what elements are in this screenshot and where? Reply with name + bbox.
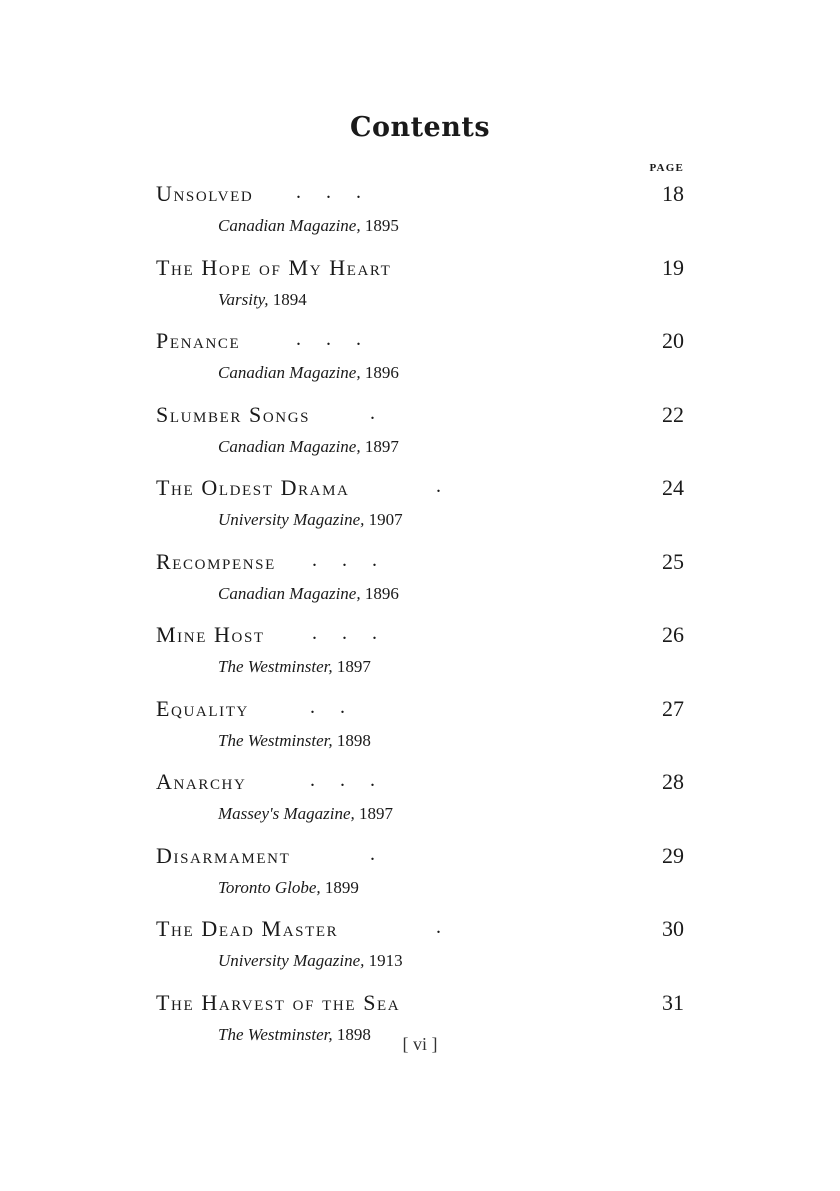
entry-title: The Dead Master [156,916,339,941]
leader-dots: . [370,842,375,865]
entry-title: Equality [156,695,249,721]
leader-dots: . . . [312,622,377,644]
source-publication: Massey's Magazine, [218,804,355,823]
entry-title: Slumber Songs [156,401,311,427]
contents-entry [0,838,840,912]
entry-source [218,216,399,236]
contents-list [0,176,840,1058]
page-column-label: PAGE [649,162,684,174]
entry-page-number: 20 [662,328,684,353]
entry-title: Anarchy [156,769,247,794]
source-year: 1896 [364,583,399,603]
source-year: 1896 [364,363,399,382]
source-publication: The Westminster, [218,657,333,676]
entry-title: The Hope of My Heart [156,254,392,280]
leader-dots: . [436,916,441,938]
entry-page-number: 18 [662,181,684,206]
source-year: 1895 [364,216,399,235]
entry-source [218,804,393,824]
contents-entry [0,470,840,544]
source-year: 1894 [272,289,307,309]
source-year: 1897 [359,804,394,823]
contents-entry [0,911,840,985]
entry-source [218,951,403,971]
entry-page-number: 30 [662,916,684,941]
source-publication: Canadian Magazine, [218,436,361,456]
contents-entry [0,176,840,250]
entry-title: Disarmament [156,842,291,868]
entry-title: The Harvest of the Sea [156,989,401,1015]
entry-page-number: 25 [662,548,684,574]
source-publication: The Westminster, [218,730,333,750]
leader-dots: . . . [312,548,377,571]
source-publication: Toronto Globe, [218,877,321,897]
source-publication: University Magazine, [218,951,365,970]
entry-source [218,657,371,677]
source-year: 1897 [364,436,399,456]
entry-page-number: 28 [662,769,684,794]
source-publication: University Magazine, [218,510,365,529]
entry-page-number: 26 [662,622,684,647]
leader-dots: . . . [296,328,361,350]
entry-page-number: 24 [662,475,684,500]
entry-title: Recompense [156,548,276,574]
entry-page-number: 19 [662,254,684,280]
leader-dots: . . . [310,769,375,791]
entry-title: Penance [156,328,241,353]
source-publication: The Westminster, [218,1024,333,1044]
contents-entry [0,544,840,618]
contents-heading: Contents [349,112,491,143]
entry-source [218,584,399,604]
contents-entry [0,250,840,324]
entry-source [218,437,399,457]
source-publication: Canadian Magazine, [218,363,361,382]
leader-dots: . . [310,695,345,718]
source-year: 1898 [336,730,371,750]
source-publication: Canadian Magazine, [218,216,361,235]
entry-page-number: 31 [662,989,684,1015]
entry-page-number: 27 [662,695,684,721]
page-folio: [ vi ] [402,1034,438,1054]
contents-entry [0,764,840,838]
source-publication: Varsity, [218,289,269,309]
leader-dots: . . . [296,181,361,203]
contents-entry [0,323,840,397]
entry-page-number: 29 [662,842,684,868]
entry-page-number: 22 [662,401,684,427]
source-year: 1897 [336,657,371,676]
entry-source [218,510,403,530]
source-publication: Canadian Magazine, [218,583,361,603]
entry-title: Mine Host [156,622,265,647]
source-year: 1913 [368,951,403,970]
entry-source [218,363,399,383]
contents-entry [0,617,840,691]
entry-source [218,878,359,898]
entry-source [218,731,371,751]
entry-source [218,290,307,310]
entry-title: The Oldest Drama [156,475,350,500]
contents-entry [0,691,840,765]
source-year: 1899 [324,877,359,897]
contents-entry [0,397,840,471]
entry-title: Unsolved [156,181,254,206]
source-year: 1898 [336,1024,371,1044]
source-year: 1907 [368,510,403,529]
leader-dots: . [370,401,375,424]
leader-dots: . [436,475,441,497]
